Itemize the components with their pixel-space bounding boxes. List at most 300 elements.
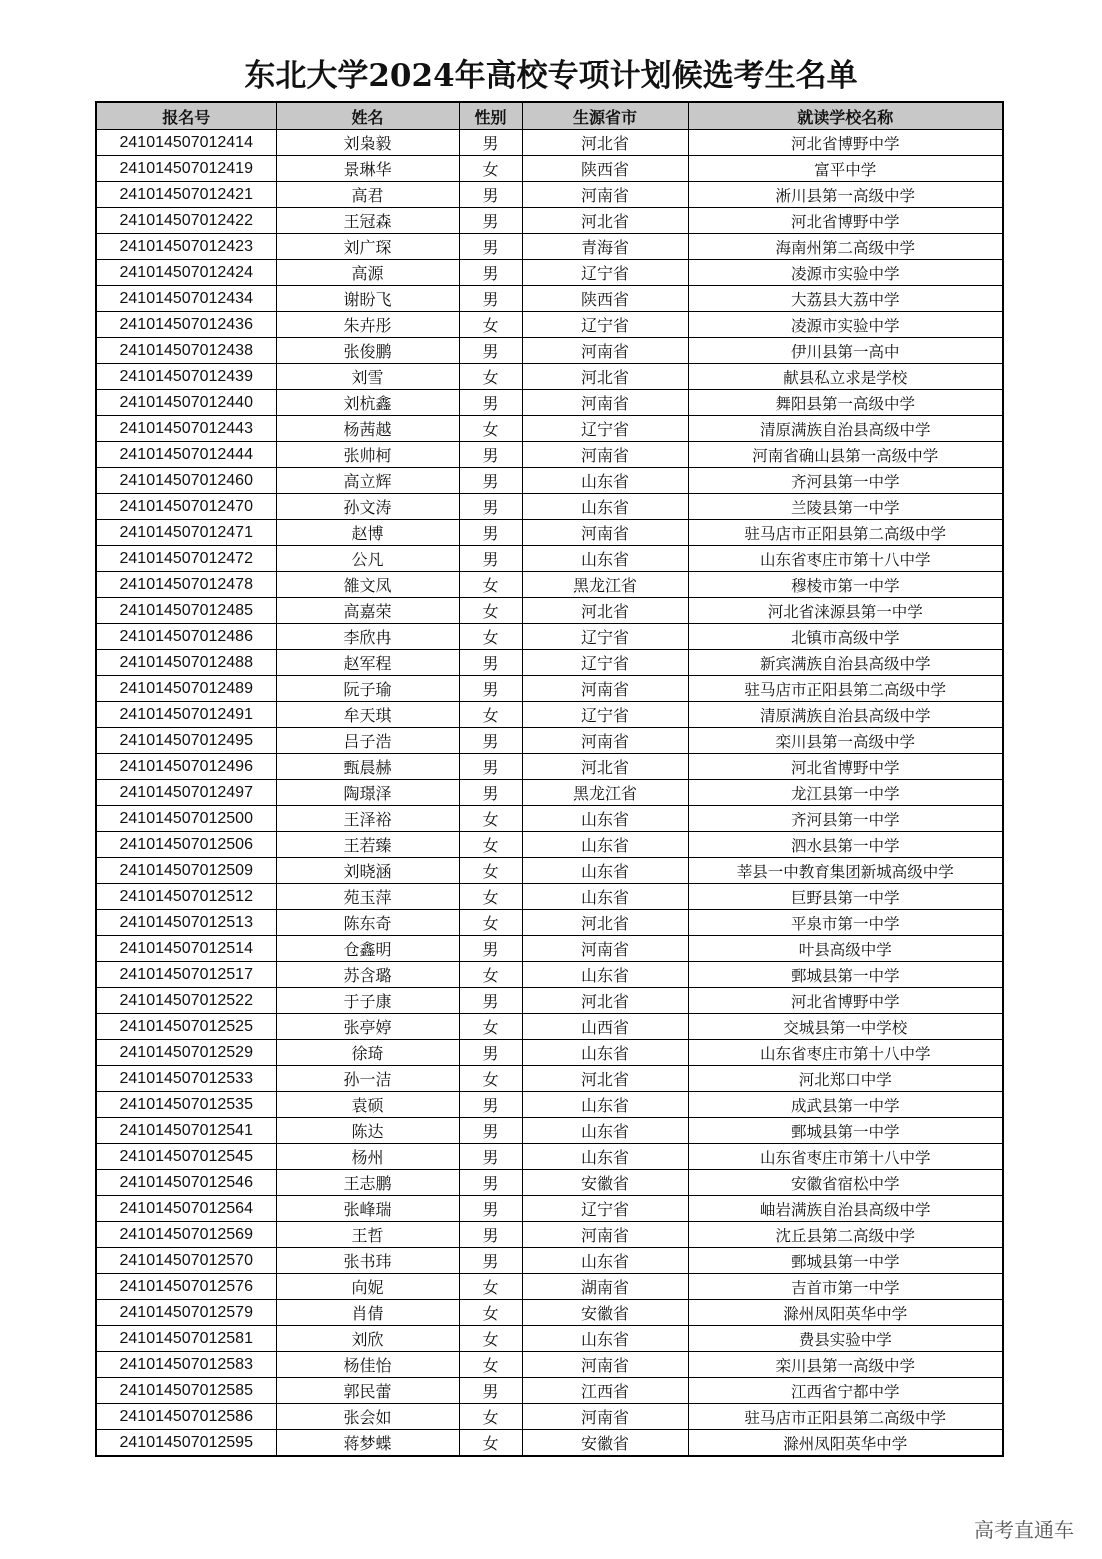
table-row [96, 260, 1003, 286]
registration-no-cell: 241014507012497 [96, 780, 276, 806]
name-cell: 肖倩 [276, 1300, 459, 1326]
table-row [96, 832, 1003, 858]
name-cell: 孙文涛 [276, 494, 459, 520]
province-cell: 山东省 [522, 884, 688, 910]
school-cell: 河北郑口中学 [688, 1066, 1003, 1092]
province-cell: 河北省 [522, 208, 688, 234]
school-cell: 山东省枣庄市第十八中学 [688, 1144, 1003, 1170]
school-cell: 滁州凤阳英华中学 [688, 1300, 1003, 1326]
school-cell: 淅川县第一高级中学 [688, 182, 1003, 208]
gender-cell: 男 [459, 130, 522, 156]
province-cell: 河南省 [522, 442, 688, 468]
school-cell: 河南省确山县第一高级中学 [688, 442, 1003, 468]
name-cell: 袁硕 [276, 1092, 459, 1118]
table-row [96, 130, 1003, 156]
province-cell: 河南省 [522, 1352, 688, 1378]
gender-cell: 女 [459, 962, 522, 988]
registration-no-cell: 241014507012471 [96, 520, 276, 546]
gender-cell: 女 [459, 1352, 522, 1378]
table-row [96, 208, 1003, 234]
name-cell: 朱卉彤 [276, 312, 459, 338]
province-cell: 青海省 [522, 234, 688, 260]
name-cell: 刘枭毅 [276, 130, 459, 156]
gender-cell: 男 [459, 286, 522, 312]
school-cell: 安徽省宿松中学 [688, 1170, 1003, 1196]
table-row [96, 234, 1003, 260]
school-cell: 北镇市高级中学 [688, 624, 1003, 650]
registration-no-cell: 241014507012541 [96, 1118, 276, 1144]
name-cell: 刘广琛 [276, 234, 459, 260]
table-row [96, 390, 1003, 416]
table-row [96, 338, 1003, 364]
school-cell: 齐河县第一中学 [688, 806, 1003, 832]
name-cell: 杨佳怡 [276, 1352, 459, 1378]
school-cell: 叶县高级中学 [688, 936, 1003, 962]
watermark: 高考直通车 [974, 1518, 1074, 1542]
school-cell: 伊川县第一高中 [688, 338, 1003, 364]
registration-no-cell: 241014507012434 [96, 286, 276, 312]
name-cell: 公凡 [276, 546, 459, 572]
table-row [96, 806, 1003, 832]
gender-cell: 女 [459, 156, 522, 182]
gender-cell: 女 [459, 832, 522, 858]
school-cell: 清原满族自治县高级中学 [688, 702, 1003, 728]
name-cell: 徐琦 [276, 1040, 459, 1066]
table-row [96, 1092, 1003, 1118]
province-cell: 山东省 [522, 546, 688, 572]
table-row [96, 1248, 1003, 1274]
name-cell: 高君 [276, 182, 459, 208]
gender-cell: 女 [459, 1300, 522, 1326]
table-row [96, 858, 1003, 884]
province-cell: 山东省 [522, 1144, 688, 1170]
school-cell: 河北省博野中学 [688, 208, 1003, 234]
gender-cell: 男 [459, 1092, 522, 1118]
table-row [96, 1170, 1003, 1196]
table-row [96, 494, 1003, 520]
name-cell: 陈达 [276, 1118, 459, 1144]
registration-no-cell: 241014507012414 [96, 130, 276, 156]
province-cell: 山东省 [522, 1118, 688, 1144]
header-province: 生源省市 [522, 102, 688, 130]
province-cell: 河北省 [522, 364, 688, 390]
province-cell: 河南省 [522, 182, 688, 208]
province-cell: 辽宁省 [522, 624, 688, 650]
gender-cell: 男 [459, 988, 522, 1014]
province-cell: 河南省 [522, 338, 688, 364]
school-cell: 海南州第二高级中学 [688, 234, 1003, 260]
province-cell: 辽宁省 [522, 260, 688, 286]
table-row [96, 1196, 1003, 1222]
gender-cell: 男 [459, 1196, 522, 1222]
registration-no-cell: 241014507012595 [96, 1430, 276, 1457]
table-row [96, 520, 1003, 546]
name-cell: 杨州 [276, 1144, 459, 1170]
registration-no-cell: 241014507012546 [96, 1170, 276, 1196]
registration-no-cell: 241014507012436 [96, 312, 276, 338]
name-cell: 向妮 [276, 1274, 459, 1300]
province-cell: 安徽省 [522, 1430, 688, 1457]
registration-no-cell: 241014507012486 [96, 624, 276, 650]
name-cell: 王泽裕 [276, 806, 459, 832]
name-cell: 王冠森 [276, 208, 459, 234]
name-cell: 仓鑫明 [276, 936, 459, 962]
province-cell: 山东省 [522, 962, 688, 988]
registration-no-cell: 241014507012460 [96, 468, 276, 494]
province-cell: 河北省 [522, 130, 688, 156]
school-cell: 齐河县第一中学 [688, 468, 1003, 494]
province-cell: 陕西省 [522, 156, 688, 182]
table-row [96, 754, 1003, 780]
name-cell: 谢盼飞 [276, 286, 459, 312]
name-cell: 赵博 [276, 520, 459, 546]
school-cell: 大荔县大荔中学 [688, 286, 1003, 312]
province-cell: 辽宁省 [522, 702, 688, 728]
school-cell: 成武县第一中学 [688, 1092, 1003, 1118]
province-cell: 河北省 [522, 910, 688, 936]
registration-no-cell: 241014507012485 [96, 598, 276, 624]
gender-cell: 男 [459, 754, 522, 780]
registration-no-cell: 241014507012506 [96, 832, 276, 858]
registration-no-cell: 241014507012564 [96, 1196, 276, 1222]
registration-no-cell: 241014507012509 [96, 858, 276, 884]
province-cell: 山东省 [522, 1326, 688, 1352]
name-cell: 赵军程 [276, 650, 459, 676]
province-cell: 黑龙江省 [522, 780, 688, 806]
name-cell: 杨茜越 [276, 416, 459, 442]
school-cell: 驻马店市正阳县第二高级中学 [688, 520, 1003, 546]
table-row [96, 1300, 1003, 1326]
gender-cell: 女 [459, 702, 522, 728]
school-cell: 穆棱市第一中学 [688, 572, 1003, 598]
registration-no-cell: 241014507012424 [96, 260, 276, 286]
registration-no-cell: 241014507012525 [96, 1014, 276, 1040]
school-cell: 栾川县第一高级中学 [688, 728, 1003, 754]
school-cell: 滁州凤阳英华中学 [688, 1430, 1003, 1457]
gender-cell: 女 [459, 1404, 522, 1430]
table-row [96, 286, 1003, 312]
province-cell: 河北省 [522, 1066, 688, 1092]
school-cell: 费县实验中学 [688, 1326, 1003, 1352]
gender-cell: 女 [459, 910, 522, 936]
school-cell: 沈丘县第二高级中学 [688, 1222, 1003, 1248]
school-cell: 新宾满族自治县高级中学 [688, 650, 1003, 676]
gender-cell: 男 [459, 1248, 522, 1274]
province-cell: 辽宁省 [522, 416, 688, 442]
table-row [96, 572, 1003, 598]
table-body [96, 130, 1003, 1457]
table-row [96, 728, 1003, 754]
table-header-row [96, 102, 1003, 130]
table-row [96, 962, 1003, 988]
header-name: 姓名 [276, 102, 459, 130]
header-gender: 性别 [459, 102, 522, 130]
province-cell: 山东省 [522, 494, 688, 520]
table-row [96, 676, 1003, 702]
name-cell: 高嘉荣 [276, 598, 459, 624]
registration-no-cell: 241014507012514 [96, 936, 276, 962]
school-cell: 献县私立求是学校 [688, 364, 1003, 390]
gender-cell: 男 [459, 650, 522, 676]
province-cell: 山东省 [522, 1040, 688, 1066]
registration-no-cell: 241014507012585 [96, 1378, 276, 1404]
school-cell: 山东省枣庄市第十八中学 [688, 1040, 1003, 1066]
registration-no-cell: 241014507012489 [96, 676, 276, 702]
school-cell: 龙江县第一中学 [688, 780, 1003, 806]
registration-no-cell: 241014507012495 [96, 728, 276, 754]
registration-no-cell: 241014507012583 [96, 1352, 276, 1378]
name-cell: 陈东奇 [276, 910, 459, 936]
table-row [96, 780, 1003, 806]
name-cell: 张俊鹏 [276, 338, 459, 364]
school-cell: 河北省涞源县第一中学 [688, 598, 1003, 624]
header-registration-no: 报名号 [96, 102, 276, 130]
name-cell: 苑玉萍 [276, 884, 459, 910]
province-cell: 山东省 [522, 832, 688, 858]
name-cell: 张帅柯 [276, 442, 459, 468]
gender-cell: 女 [459, 1014, 522, 1040]
province-cell: 江西省 [522, 1378, 688, 1404]
gender-cell: 女 [459, 416, 522, 442]
name-cell: 高源 [276, 260, 459, 286]
table-row [96, 1274, 1003, 1300]
table-row [96, 884, 1003, 910]
school-cell: 栾川县第一高级中学 [688, 1352, 1003, 1378]
name-cell: 郭民蕾 [276, 1378, 459, 1404]
gender-cell: 男 [459, 1144, 522, 1170]
gender-cell: 男 [459, 1170, 522, 1196]
registration-no-cell: 241014507012586 [96, 1404, 276, 1430]
registration-no-cell: 241014507012443 [96, 416, 276, 442]
registration-no-cell: 241014507012444 [96, 442, 276, 468]
gender-cell: 男 [459, 780, 522, 806]
table-row [96, 1404, 1003, 1430]
name-cell: 王志鹏 [276, 1170, 459, 1196]
name-cell: 雒文凤 [276, 572, 459, 598]
registration-no-cell: 241014507012439 [96, 364, 276, 390]
school-cell: 山东省枣庄市第十八中学 [688, 546, 1003, 572]
registration-no-cell: 241014507012517 [96, 962, 276, 988]
gender-cell: 女 [459, 1326, 522, 1352]
registration-no-cell: 241014507012581 [96, 1326, 276, 1352]
school-cell: 兰陵县第一中学 [688, 494, 1003, 520]
province-cell: 河南省 [522, 728, 688, 754]
school-cell: 河北省博野中学 [688, 988, 1003, 1014]
gender-cell: 男 [459, 1040, 522, 1066]
school-cell: 舞阳县第一高级中学 [688, 390, 1003, 416]
name-cell: 王若臻 [276, 832, 459, 858]
gender-cell: 男 [459, 182, 522, 208]
province-cell: 河北省 [522, 754, 688, 780]
registration-no-cell: 241014507012529 [96, 1040, 276, 1066]
table-row [96, 936, 1003, 962]
registration-no-cell: 241014507012576 [96, 1274, 276, 1300]
registration-no-cell: 241014507012545 [96, 1144, 276, 1170]
table-row [96, 468, 1003, 494]
header-school: 就读学校名称 [688, 102, 1003, 130]
name-cell: 刘雪 [276, 364, 459, 390]
table-row [96, 1378, 1003, 1404]
province-cell: 河南省 [522, 1404, 688, 1430]
registration-no-cell: 241014507012438 [96, 338, 276, 364]
table-row [96, 416, 1003, 442]
gender-cell: 女 [459, 312, 522, 338]
gender-cell: 男 [459, 442, 522, 468]
gender-cell: 女 [459, 858, 522, 884]
school-cell: 凌源市实验中学 [688, 260, 1003, 286]
gender-cell: 男 [459, 260, 522, 286]
province-cell: 山西省 [522, 1014, 688, 1040]
school-cell: 交城县第一中学校 [688, 1014, 1003, 1040]
table-row [96, 1144, 1003, 1170]
name-cell: 张书玮 [276, 1248, 459, 1274]
registration-no-cell: 241014507012478 [96, 572, 276, 598]
registration-no-cell: 241014507012470 [96, 494, 276, 520]
table-row [96, 182, 1003, 208]
school-cell: 鄄城县第一中学 [688, 962, 1003, 988]
gender-cell: 男 [459, 546, 522, 572]
name-cell: 陶璟泽 [276, 780, 459, 806]
gender-cell: 男 [459, 520, 522, 546]
table-row [96, 1326, 1003, 1352]
name-cell: 张会如 [276, 1404, 459, 1430]
school-cell: 吉首市第一中学 [688, 1274, 1003, 1300]
registration-no-cell: 241014507012569 [96, 1222, 276, 1248]
gender-cell: 女 [459, 1274, 522, 1300]
province-cell: 辽宁省 [522, 312, 688, 338]
school-cell: 凌源市实验中学 [688, 312, 1003, 338]
gender-cell: 男 [459, 1378, 522, 1404]
name-cell: 张亭婷 [276, 1014, 459, 1040]
name-cell: 阮子瑜 [276, 676, 459, 702]
gender-cell: 男 [459, 1222, 522, 1248]
registration-no-cell: 241014507012422 [96, 208, 276, 234]
school-cell: 富平中学 [688, 156, 1003, 182]
school-cell: 驻马店市正阳县第二高级中学 [688, 676, 1003, 702]
province-cell: 山东省 [522, 806, 688, 832]
table-row [96, 702, 1003, 728]
gender-cell: 女 [459, 806, 522, 832]
school-cell: 鄄城县第一中学 [688, 1248, 1003, 1274]
name-cell: 高立辉 [276, 468, 459, 494]
name-cell: 景琳华 [276, 156, 459, 182]
name-cell: 李欣冉 [276, 624, 459, 650]
table-row [96, 910, 1003, 936]
name-cell: 王哲 [276, 1222, 459, 1248]
table-row [96, 1352, 1003, 1378]
table-row [96, 1430, 1003, 1457]
province-cell: 河南省 [522, 390, 688, 416]
table-row [96, 624, 1003, 650]
school-cell: 鄄城县第一中学 [688, 1118, 1003, 1144]
province-cell: 山东省 [522, 1248, 688, 1274]
province-cell: 河南省 [522, 520, 688, 546]
province-cell: 辽宁省 [522, 650, 688, 676]
gender-cell: 男 [459, 208, 522, 234]
table-row [96, 364, 1003, 390]
registration-no-cell: 241014507012522 [96, 988, 276, 1014]
registration-no-cell: 241014507012496 [96, 754, 276, 780]
table-row [96, 156, 1003, 182]
school-cell: 河北省博野中学 [688, 130, 1003, 156]
name-cell: 刘晓涵 [276, 858, 459, 884]
name-cell: 苏含璐 [276, 962, 459, 988]
page-title: 东北大学2024年高校专项计划候选考生名单 [244, 58, 858, 94]
registration-no-cell: 241014507012500 [96, 806, 276, 832]
registration-no-cell: 241014507012472 [96, 546, 276, 572]
gender-cell: 男 [459, 676, 522, 702]
school-cell: 岫岩满族自治县高级中学 [688, 1196, 1003, 1222]
registration-no-cell: 241014507012419 [96, 156, 276, 182]
name-cell: 牟天琪 [276, 702, 459, 728]
gender-cell: 女 [459, 598, 522, 624]
province-cell: 山东省 [522, 858, 688, 884]
school-cell: 河北省博野中学 [688, 754, 1003, 780]
table-row [96, 1014, 1003, 1040]
province-cell: 河南省 [522, 1222, 688, 1248]
gender-cell: 男 [459, 494, 522, 520]
name-cell: 刘杭鑫 [276, 390, 459, 416]
province-cell: 河北省 [522, 988, 688, 1014]
province-cell: 安徽省 [522, 1170, 688, 1196]
table-row [96, 598, 1003, 624]
gender-cell: 男 [459, 234, 522, 260]
gender-cell: 男 [459, 390, 522, 416]
school-cell: 巨野县第一中学 [688, 884, 1003, 910]
name-cell: 于子康 [276, 988, 459, 1014]
candidate-table [95, 101, 1004, 1457]
registration-no-cell: 241014507012488 [96, 650, 276, 676]
province-cell: 湖南省 [522, 1274, 688, 1300]
gender-cell: 男 [459, 728, 522, 754]
school-cell: 驻马店市正阳县第二高级中学 [688, 1404, 1003, 1430]
gender-cell: 女 [459, 1430, 522, 1457]
gender-cell: 女 [459, 884, 522, 910]
registration-no-cell: 241014507012512 [96, 884, 276, 910]
name-cell: 蒋梦蝶 [276, 1430, 459, 1457]
school-cell: 江西省宁都中学 [688, 1378, 1003, 1404]
registration-no-cell: 241014507012579 [96, 1300, 276, 1326]
registration-no-cell: 241014507012421 [96, 182, 276, 208]
registration-no-cell: 241014507012570 [96, 1248, 276, 1274]
province-cell: 山东省 [522, 468, 688, 494]
gender-cell: 女 [459, 624, 522, 650]
gender-cell: 女 [459, 572, 522, 598]
gender-cell: 男 [459, 1118, 522, 1144]
province-cell: 安徽省 [522, 1300, 688, 1326]
table-row [96, 442, 1003, 468]
province-cell: 山东省 [522, 1092, 688, 1118]
table-row [96, 1066, 1003, 1092]
gender-cell: 男 [459, 468, 522, 494]
name-cell: 吕子浩 [276, 728, 459, 754]
school-cell: 平泉市第一中学 [688, 910, 1003, 936]
table-row [96, 546, 1003, 572]
table-row [96, 650, 1003, 676]
name-cell: 刘欣 [276, 1326, 459, 1352]
registration-no-cell: 241014507012513 [96, 910, 276, 936]
name-cell: 孙一洁 [276, 1066, 459, 1092]
table-row [96, 1222, 1003, 1248]
province-cell: 辽宁省 [522, 1196, 688, 1222]
registration-no-cell: 241014507012535 [96, 1092, 276, 1118]
registration-no-cell: 241014507012423 [96, 234, 276, 260]
name-cell: 甄晨赫 [276, 754, 459, 780]
province-cell: 河南省 [522, 936, 688, 962]
gender-cell: 男 [459, 338, 522, 364]
province-cell: 陕西省 [522, 286, 688, 312]
province-cell: 河南省 [522, 676, 688, 702]
